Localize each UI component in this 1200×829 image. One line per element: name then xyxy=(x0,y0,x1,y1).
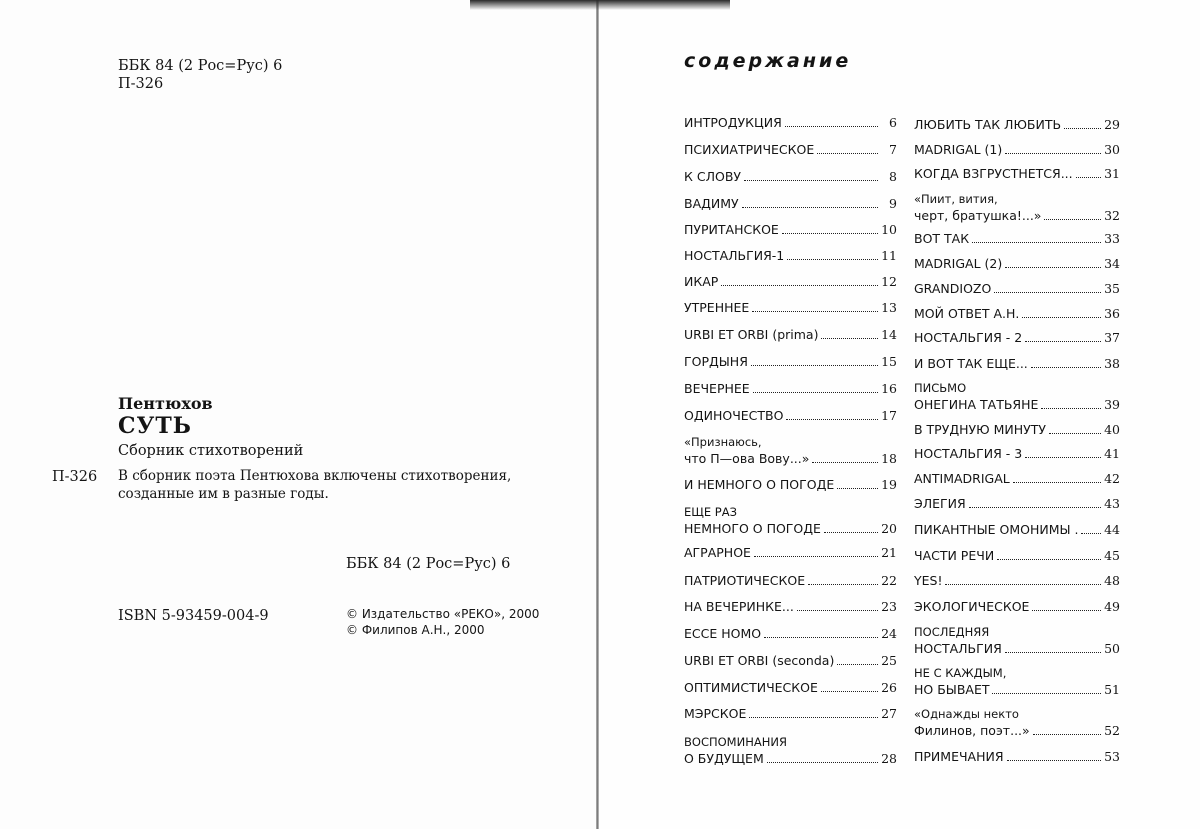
toc-entry xyxy=(914,598,1120,616)
toc-entry xyxy=(684,195,897,213)
toc-leader-dots xyxy=(1064,128,1101,129)
toc-leader-dots xyxy=(767,762,878,763)
toc-page-number: 29 xyxy=(1104,117,1120,132)
toc-leader-dots xyxy=(753,392,878,393)
toc-leader-dots xyxy=(945,584,1101,585)
toc-leader-dots xyxy=(969,507,1101,508)
toc-leader-dots xyxy=(744,180,878,181)
toc-entry xyxy=(914,255,1120,273)
toc-entry-label-line1: НЕ С КАЖДЫМ, xyxy=(914,666,1007,680)
toc-leader-dots xyxy=(808,584,878,585)
toc-leader-dots xyxy=(751,365,878,366)
toc-entry-label: ПСИХИАТРИЧЕСКОЕ xyxy=(684,142,815,157)
toc-entry xyxy=(914,666,1120,699)
toc-leader-dots xyxy=(812,462,878,463)
toc-entry xyxy=(914,547,1120,565)
toc-page-number: 36 xyxy=(1104,306,1120,321)
toc-entry xyxy=(684,141,897,159)
toc-leader-dots xyxy=(752,311,878,312)
toc-entry xyxy=(684,380,897,398)
toc-entry-label: МЭРСКОЕ xyxy=(684,706,747,721)
toc-page-number: 51 xyxy=(1104,682,1120,697)
toc-entry-label: В ТРУДНУЮ МИНУТУ xyxy=(914,422,1046,437)
toc-entry-label: ОДИНОЧЕСТВО xyxy=(684,408,784,423)
toc-page-number: 40 xyxy=(1104,422,1120,437)
toc-entry-label: URBI ET ORBI (seconda) xyxy=(684,653,835,668)
toc-leader-dots xyxy=(1005,153,1101,154)
toc-page-number: 32 xyxy=(1104,208,1120,223)
toc-entry xyxy=(914,445,1120,463)
toc-entry xyxy=(914,116,1120,134)
toc-leader-dots xyxy=(1013,482,1101,483)
toc-entry xyxy=(914,230,1120,248)
toc-entry-label: GRANDIOZO xyxy=(914,281,992,296)
toc-entry-label: НЕМНОГО О ПОГОДЕ xyxy=(684,521,821,536)
toc-entry-label: КОГДА ВЗГРУСТНЕТСЯ... xyxy=(914,166,1073,181)
toc-entry-label: ЛЮБИТЬ ТАК ЛЮБИТЬ xyxy=(914,117,1062,132)
toc-leader-dots xyxy=(764,637,878,638)
toc-page-number: 48 xyxy=(1104,573,1120,588)
toc-leader-dots xyxy=(1025,457,1101,458)
toc-page-number: 13 xyxy=(881,300,897,315)
toc-entry xyxy=(684,705,897,723)
toc-entry-label: НОСТАЛЬГИЯ xyxy=(914,641,1002,656)
toc-entry xyxy=(684,221,897,239)
copyright-author: © Филипов А.Н., 2000 xyxy=(346,623,485,637)
toc-entry xyxy=(914,572,1120,590)
toc-entry xyxy=(684,572,897,590)
toc-entry-label: URBI ET ORBI (prima) xyxy=(684,327,819,342)
toc-page-number: 33 xyxy=(1104,231,1120,246)
toc-entry-label: ПИКАНТНЫЕ ОМОНИМЫ . xyxy=(914,522,1079,537)
toc-entry xyxy=(914,625,1120,658)
toc-entry-label-line1: ЕЩЕ РАЗ xyxy=(684,505,737,519)
toc-page-number: 43 xyxy=(1104,496,1120,511)
toc-entry-label: ВОТ ТАК xyxy=(914,231,970,246)
toc-entry-label: НО БЫВАЕТ xyxy=(914,682,990,697)
toc-page-number: 41 xyxy=(1104,446,1120,461)
toc-page-number: 12 xyxy=(881,274,897,289)
toc-entry xyxy=(914,495,1120,513)
toc-leader-dots xyxy=(754,556,878,557)
toc-entry xyxy=(684,735,897,768)
toc-entry-label: И НЕМНОГО О ПОГОДЕ xyxy=(684,477,835,492)
toc-page-number: 26 xyxy=(881,680,897,695)
toc-leader-dots xyxy=(721,285,878,286)
toc-entry-label: ПАТРИОТИЧЕСКОЕ xyxy=(684,573,806,588)
toc-entry xyxy=(914,521,1120,539)
toc-page-number: 39 xyxy=(1104,397,1120,412)
toc-page-number: 44 xyxy=(1104,522,1120,537)
toc-left-column xyxy=(684,0,897,829)
toc-entry-label: MADRIGAL (2) xyxy=(914,256,1003,271)
toc-page-number: 24 xyxy=(881,626,897,641)
toc-leader-dots xyxy=(1033,734,1101,735)
toc-right-column xyxy=(914,0,1120,829)
toc-page-number: 45 xyxy=(1104,548,1120,563)
toc-page-number: 17 xyxy=(881,408,897,423)
toc-leader-dots xyxy=(787,259,878,260)
toc-leader-dots xyxy=(1081,533,1101,534)
toc-leader-dots xyxy=(1022,317,1101,318)
toc-page-number: 21 xyxy=(881,545,897,560)
toc-page-number: 11 xyxy=(881,248,897,263)
toc-leader-dots xyxy=(1007,760,1101,761)
toc-entry-label: ВЕЧЕРНЕЕ xyxy=(684,381,750,396)
toc-entry xyxy=(914,280,1120,298)
toc-entry-label: И ВОТ ТАК ЕЩЕ... xyxy=(914,356,1028,371)
toc-entry xyxy=(914,421,1120,439)
toc-entry-label: ВАДИМУ xyxy=(684,196,739,211)
toc-page-number: 14 xyxy=(881,327,897,342)
toc-page-number: 30 xyxy=(1104,142,1120,157)
toc-page-number: 8 xyxy=(889,169,897,184)
isbn: ISBN 5-93459-004-9 xyxy=(118,608,269,624)
toc-leader-dots xyxy=(1025,341,1101,342)
toc-leader-dots xyxy=(1044,219,1101,220)
toc-entry xyxy=(914,305,1120,323)
book-description: В сборник поэта Пентюхова включены стихотворения, созданные им в разные годы. xyxy=(118,468,512,502)
left-page xyxy=(0,0,598,829)
toc-entry xyxy=(684,247,897,265)
toc-entry xyxy=(914,165,1120,183)
toc-entry xyxy=(914,707,1120,740)
toc-entry-label: ЭЛЕГИЯ xyxy=(914,496,966,511)
toc-entry xyxy=(684,353,897,371)
toc-entry-label: УТРЕННЕЕ xyxy=(684,300,750,315)
toc-page-number: 25 xyxy=(881,653,897,668)
book-subtitle: Сборник стихотворений xyxy=(118,443,304,459)
toc-page-number: 20 xyxy=(881,521,897,536)
toc-entry-label: ПРИМЕЧАНИЯ xyxy=(914,749,1004,764)
toc-entry-label: ИНТРОДУКЦИЯ xyxy=(684,115,782,130)
toc-leader-dots xyxy=(821,691,878,692)
toc-entry-label: что П—ова Вову...» xyxy=(684,451,810,466)
toc-page-number: 18 xyxy=(881,451,897,466)
toc-entry xyxy=(684,625,897,643)
toc-page-number: 7 xyxy=(889,142,897,157)
toc-entry-label: ECCE HOMO xyxy=(684,626,762,641)
toc-leader-dots xyxy=(817,153,878,154)
toc-leader-dots xyxy=(1041,408,1101,409)
author: Пентюхов xyxy=(118,394,213,413)
toc-entry-label: МОЙ ОТВЕТ А.Н. xyxy=(914,306,1020,321)
toc-page-number: 16 xyxy=(881,381,897,396)
toc-leader-dots xyxy=(1076,177,1101,178)
toc-leader-dots xyxy=(1031,367,1101,368)
toc-entry-label-line1: «Признаюсь, xyxy=(684,435,762,449)
toc-entry-label-line1: ПОСЛЕДНЯЯ xyxy=(914,625,990,639)
toc-entry-label-line1: ПИСЬМО xyxy=(914,381,967,395)
toc-page-number: 6 xyxy=(889,115,897,130)
toc-page-number: 27 xyxy=(881,706,897,721)
toc-entry-label: MADRIGAL (1) xyxy=(914,142,1003,157)
side-code: П-326 xyxy=(52,469,98,485)
toc-leader-dots xyxy=(824,532,878,533)
toc-page-number: 52 xyxy=(1104,723,1120,738)
toc-leader-dots xyxy=(994,292,1101,293)
toc-entry xyxy=(684,407,897,425)
contents-heading: содержание xyxy=(684,50,852,72)
toc-page-number: 49 xyxy=(1104,599,1120,614)
bbk-top: ББК 84 (2 Рос=Рус) 6 xyxy=(118,58,283,74)
toc-entry xyxy=(684,544,897,562)
toc-entry-label: YES! xyxy=(914,573,943,588)
toc-page-number: 22 xyxy=(881,573,897,588)
toc-leader-dots xyxy=(782,233,878,234)
toc-entry-label: АГРАРНОЕ xyxy=(684,545,751,560)
toc-entry xyxy=(684,114,897,132)
toc-entry-label: ЧАСТИ РЕЧИ xyxy=(914,548,995,563)
toc-leader-dots xyxy=(785,126,878,127)
toc-entry-label: ПУРИТАНСКОЕ xyxy=(684,222,779,237)
toc-entry xyxy=(914,141,1120,159)
toc-entry-label: Филинов, поэт...» xyxy=(914,723,1030,738)
toc-entry-label: ГОРДЫНЯ xyxy=(684,354,748,369)
toc-entry xyxy=(684,598,897,616)
toc-entry-label: ОНЕГИНА ТАТЬЯНЕ xyxy=(914,397,1039,412)
toc-page-number: 35 xyxy=(1104,281,1120,296)
toc-entry-label: черт, братушка!...» xyxy=(914,208,1042,223)
toc-entry xyxy=(914,748,1120,766)
toc-page-number: 42 xyxy=(1104,471,1120,486)
book-spine xyxy=(596,0,599,829)
toc-entry-label: ЭКОЛОГИЧЕСКОЕ xyxy=(914,599,1030,614)
toc-entry-label: НОСТАЛЬГИЯ - 2 xyxy=(914,330,1023,345)
toc-leader-dots xyxy=(992,693,1101,694)
toc-page-number: 28 xyxy=(881,751,897,766)
toc-entry-label: О БУДУЩЕМ xyxy=(684,751,764,766)
toc-page-number: 15 xyxy=(881,354,897,369)
toc-leader-dots xyxy=(837,664,878,665)
toc-leader-dots xyxy=(837,488,878,489)
toc-entry xyxy=(684,476,897,494)
bbk-bottom: ББК 84 (2 Рос=Рус) 6 xyxy=(346,556,511,572)
toc-entry xyxy=(684,505,897,538)
toc-entry-label: ОПТИМИСТИЧЕСКОЕ xyxy=(684,680,818,695)
toc-leader-dots xyxy=(972,242,1101,243)
toc-entry xyxy=(914,355,1120,373)
toc-entry-label-line1: «Пиит, вития, xyxy=(914,192,998,206)
toc-leader-dots xyxy=(1032,610,1101,611)
toc-entry xyxy=(914,329,1120,347)
toc-page-number: 37 xyxy=(1104,330,1120,345)
toc-entry-label-line1: «Однажды некто xyxy=(914,707,1019,721)
toc-page-number: 38 xyxy=(1104,356,1120,371)
toc-entry-label-line1: ВОСПОМИНАНИЯ xyxy=(684,735,787,749)
toc-entry-label: НА ВЕЧЕРИНКЕ... xyxy=(684,599,794,614)
toc-leader-dots xyxy=(797,610,878,611)
toc-page-number: 50 xyxy=(1104,641,1120,656)
toc-entry-label: К СЛОВУ xyxy=(684,169,742,184)
toc-entry xyxy=(684,679,897,697)
toc-leader-dots xyxy=(1005,652,1101,653)
toc-leader-dots xyxy=(749,717,878,718)
toc-leader-dots xyxy=(786,419,878,420)
toc-page-number: 19 xyxy=(881,477,897,492)
toc-entry xyxy=(914,470,1120,488)
toc-leader-dots xyxy=(997,559,1101,560)
toc-page-number: 53 xyxy=(1104,749,1120,764)
toc-leader-dots xyxy=(742,207,878,208)
toc-entry-label: НОСТАЛЬГИЯ - 3 xyxy=(914,446,1023,461)
toc-leader-dots xyxy=(1005,267,1101,268)
book-title: СУТЬ xyxy=(118,413,192,439)
toc-page-number: 34 xyxy=(1104,256,1120,271)
toc-page-number: 10 xyxy=(881,222,897,237)
toc-entry-label: ИКАР xyxy=(684,274,719,289)
code-top: П-326 xyxy=(118,76,164,92)
toc-entry xyxy=(684,273,897,291)
toc-entry xyxy=(914,192,1120,225)
toc-entry-label: НОСТАЛЬГИЯ-1 xyxy=(684,248,785,263)
toc-leader-dots xyxy=(821,338,878,339)
toc-entry xyxy=(684,299,897,317)
toc-entry xyxy=(914,381,1120,414)
toc-entry-label: ANTIMADRIGAL xyxy=(914,471,1010,486)
toc-entry xyxy=(684,435,897,468)
toc-entry xyxy=(684,168,897,186)
toc-leader-dots xyxy=(1049,433,1101,434)
toc-page-number: 9 xyxy=(889,196,897,211)
toc-page-number: 31 xyxy=(1104,166,1120,181)
toc-entry xyxy=(684,326,897,344)
toc-entry xyxy=(684,652,897,670)
toc-page-number: 23 xyxy=(881,599,897,614)
copyright-publisher: © Издательство «РЕКО», 2000 xyxy=(346,607,540,621)
